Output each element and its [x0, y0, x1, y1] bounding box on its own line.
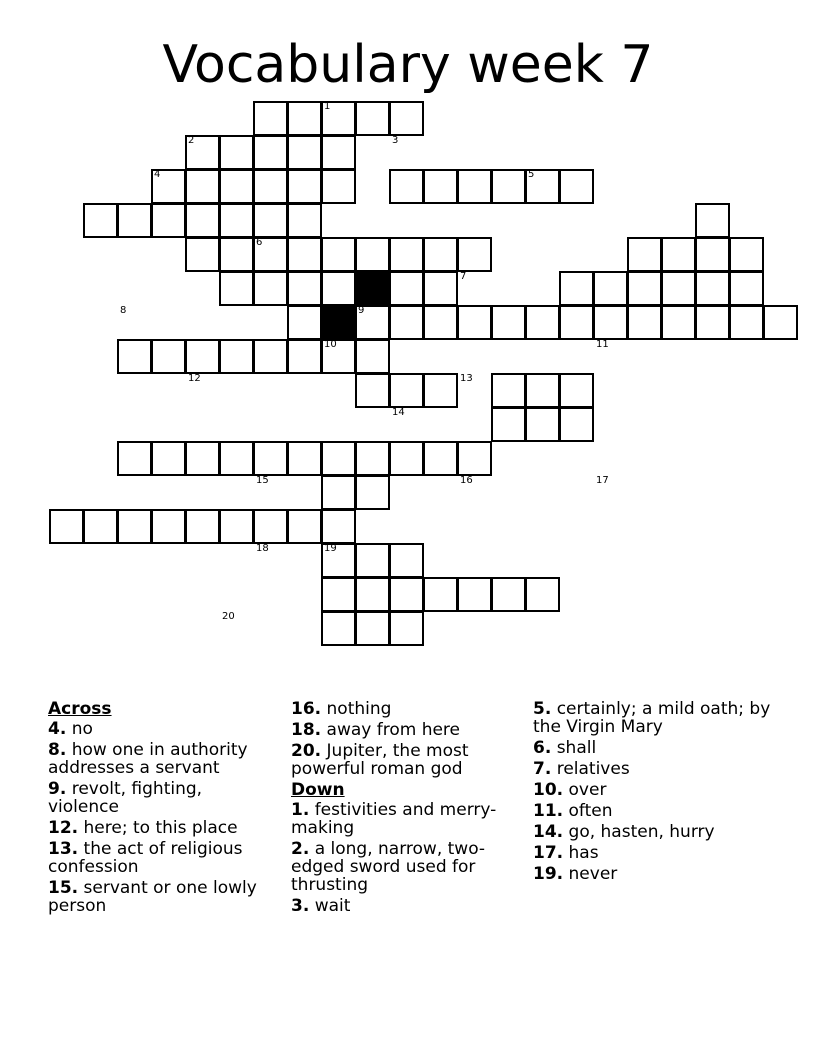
- grid-cell[interactable]: [321, 237, 356, 272]
- down-clue: [291, 801, 516, 837]
- grid-cell[interactable]: [695, 237, 730, 272]
- clue-number: 19.: [533, 864, 564, 884]
- grid-cell[interactable]: [627, 305, 662, 340]
- grid-cell[interactable]: [355, 441, 390, 476]
- across-clue: [48, 840, 273, 876]
- grid-cell[interactable]: [559, 305, 594, 340]
- grid-cell[interactable]: [321, 577, 356, 612]
- grid-cell[interactable]: [593, 271, 628, 306]
- grid-cell[interactable]: [185, 203, 220, 238]
- grid-cell[interactable]: [219, 203, 254, 238]
- clue-number-label: 2: [188, 135, 195, 146]
- grid-cell[interactable]: [253, 441, 288, 476]
- across-clue: [291, 742, 516, 778]
- blocked-cell: [355, 271, 390, 306]
- clue-number: 17.: [533, 843, 564, 863]
- across-clue: [48, 720, 273, 738]
- clue-number: 3.: [291, 896, 310, 916]
- clue-text: no: [66, 719, 93, 739]
- grid-cell[interactable]: [355, 339, 390, 374]
- grid-cell[interactable]: [423, 169, 458, 204]
- across-clue: [291, 721, 516, 739]
- down-clue: [533, 844, 773, 862]
- clue-text: a long, narrow, two-edged sword used for thrusting: [291, 839, 486, 895]
- clue-number-label: 14: [392, 407, 405, 418]
- grid-cell[interactable]: [83, 203, 118, 238]
- clue-text: how one in authority addresses a servant: [48, 740, 248, 778]
- clue-number-label: 8: [120, 305, 127, 316]
- grid-cell[interactable]: [151, 203, 186, 238]
- grid-cell[interactable]: [491, 373, 526, 408]
- grid-cell[interactable]: [287, 441, 322, 476]
- down-clue: [533, 802, 773, 820]
- grid-cell[interactable]: [457, 305, 492, 340]
- clue-column-2: [291, 700, 516, 918]
- grid-cell[interactable]: [219, 271, 254, 306]
- across-clue: [48, 879, 273, 915]
- clue-number: 16.: [291, 699, 322, 719]
- across-clue: [48, 780, 273, 816]
- grid-cell[interactable]: [117, 339, 152, 374]
- grid-cell[interactable]: [389, 543, 424, 578]
- clue-number: 15.: [48, 878, 79, 898]
- clue-number-label: 3: [392, 135, 399, 146]
- grid-cell[interactable]: [593, 305, 628, 340]
- grid-cell[interactable]: [389, 237, 424, 272]
- clue-number-label: 16: [460, 475, 473, 486]
- grid-cell[interactable]: [729, 271, 764, 306]
- clue-text: wait: [309, 896, 351, 916]
- clue-number: 14.: [533, 822, 564, 842]
- grid-cell[interactable]: [491, 577, 526, 612]
- clue-text: often: [563, 801, 613, 821]
- grid-cell[interactable]: [287, 271, 322, 306]
- grid-cell[interactable]: [729, 237, 764, 272]
- clue-text: over: [563, 780, 607, 800]
- grid-cell[interactable]: [661, 305, 696, 340]
- grid-cell[interactable]: [253, 509, 288, 544]
- grid-cell[interactable]: [287, 135, 322, 170]
- clue-number-label: 4: [154, 169, 161, 180]
- grid-cell[interactable]: [491, 169, 526, 204]
- clue-text: servant or one lowly person: [48, 878, 257, 916]
- grid-cell[interactable]: [185, 339, 220, 374]
- grid-cell[interactable]: [49, 509, 84, 544]
- grid-cell[interactable]: [389, 611, 424, 646]
- down-clue: [533, 823, 773, 841]
- clue-number: 4.: [48, 719, 67, 739]
- clue-text: go, hasten, hurry: [563, 822, 715, 842]
- grid-cell[interactable]: [695, 271, 730, 306]
- clue-text: away from here: [321, 720, 461, 740]
- grid-cell[interactable]: [219, 169, 254, 204]
- clue-text: certainly; a mild oath; by the Virgin Mary: [533, 699, 771, 737]
- down-clue: [533, 865, 773, 883]
- grid-cell[interactable]: [525, 373, 560, 408]
- grid-cell[interactable]: [117, 203, 152, 238]
- clue-number-label: 7: [460, 271, 467, 282]
- clue-text: nothing: [321, 699, 392, 719]
- across-clue: [291, 700, 516, 718]
- clue-number-label: 6: [256, 237, 263, 248]
- grid-cell[interactable]: [729, 305, 764, 340]
- across-clue: [48, 819, 273, 837]
- grid-cell[interactable]: [321, 169, 356, 204]
- down-clue: [291, 897, 516, 915]
- grid-cell[interactable]: [287, 203, 322, 238]
- down-heading: Down: [291, 780, 345, 800]
- clue-number: 20.: [291, 741, 322, 761]
- clue-number-label: 15: [256, 475, 269, 486]
- grid-cell[interactable]: [355, 101, 390, 136]
- grid-cell[interactable]: [695, 203, 730, 238]
- clue-number: 18.: [291, 720, 322, 740]
- grid-cell[interactable]: [695, 305, 730, 340]
- grid-cell[interactable]: [117, 509, 152, 544]
- grid-cell[interactable]: [661, 237, 696, 272]
- down-clue: [533, 739, 773, 757]
- clue-number: 5.: [533, 699, 552, 719]
- grid-cell[interactable]: [355, 237, 390, 272]
- clue-number: 6.: [533, 738, 552, 758]
- grid-cell[interactable]: [559, 407, 594, 442]
- grid-cell[interactable]: [219, 441, 254, 476]
- grid-cell[interactable]: [559, 169, 594, 204]
- grid-cell[interactable]: [457, 237, 492, 272]
- clue-number: 13.: [48, 839, 79, 859]
- clue-text: the act of religious confession: [48, 839, 243, 877]
- clue-number: 9.: [48, 779, 67, 799]
- grid-cell[interactable]: [457, 577, 492, 612]
- grid-cell[interactable]: [287, 237, 322, 272]
- clue-number-label: 10: [324, 339, 337, 350]
- clue-number: 8.: [48, 740, 67, 760]
- grid-cell[interactable]: [253, 203, 288, 238]
- grid-cell[interactable]: [253, 101, 288, 136]
- clue-number-label: 13: [460, 373, 473, 384]
- clue-text: revolt, fighting, violence: [48, 779, 203, 817]
- blocked-cell: [321, 305, 356, 340]
- grid-cell[interactable]: [151, 441, 186, 476]
- grid-cell[interactable]: [525, 305, 560, 340]
- clue-number-label: 17: [596, 475, 609, 486]
- grid-cell[interactable]: [491, 305, 526, 340]
- grid-cell[interactable]: [321, 611, 356, 646]
- grid-cell[interactable]: [627, 237, 662, 272]
- down-clue: [533, 700, 773, 736]
- clue-number: 1.: [291, 800, 310, 820]
- grid-cell[interactable]: [355, 373, 390, 408]
- grid-cell[interactable]: [253, 135, 288, 170]
- grid-cell[interactable]: [389, 577, 424, 612]
- grid-cell[interactable]: [185, 441, 220, 476]
- clue-number-label: 1: [324, 101, 331, 112]
- down-clue: [533, 760, 773, 778]
- grid-cell[interactable]: [355, 611, 390, 646]
- grid-cell[interactable]: [321, 135, 356, 170]
- grid-cell[interactable]: [219, 135, 254, 170]
- grid-cell[interactable]: [389, 169, 424, 204]
- grid-cell[interactable]: [389, 441, 424, 476]
- grid-cell[interactable]: [219, 339, 254, 374]
- clue-number: 10.: [533, 780, 564, 800]
- clue-text: festivities and merry-making: [291, 800, 497, 838]
- grid-cell[interactable]: [355, 475, 390, 510]
- grid-cell[interactable]: [151, 509, 186, 544]
- grid-cell[interactable]: [321, 509, 356, 544]
- down-clue: [291, 840, 516, 894]
- grid-cell[interactable]: [83, 509, 118, 544]
- clue-number-label: 11: [596, 339, 609, 350]
- grid-cell[interactable]: [389, 373, 424, 408]
- grid-cell[interactable]: [763, 305, 798, 340]
- across-clue: [48, 741, 273, 777]
- grid-cell[interactable]: [219, 237, 254, 272]
- grid-cell[interactable]: [559, 373, 594, 408]
- grid-cell[interactable]: [491, 407, 526, 442]
- clue-text: here; to this place: [78, 818, 238, 838]
- clue-number: 2.: [291, 839, 310, 859]
- grid-cell[interactable]: [185, 169, 220, 204]
- grid-cell[interactable]: [253, 169, 288, 204]
- clue-number: 7.: [533, 759, 552, 779]
- grid-cell[interactable]: [389, 101, 424, 136]
- grid-cell[interactable]: [185, 509, 220, 544]
- grid-cell[interactable]: [355, 543, 390, 578]
- grid-cell[interactable]: [559, 271, 594, 306]
- grid-cell[interactable]: [423, 271, 458, 306]
- clue-number: 11.: [533, 801, 564, 821]
- clue-number-label: 5: [528, 169, 535, 180]
- clue-text: relatives: [551, 759, 630, 779]
- grid-cell[interactable]: [525, 407, 560, 442]
- clue-text: never: [563, 864, 618, 884]
- clue-number-label: 20: [222, 611, 235, 622]
- grid-cell[interactable]: [423, 305, 458, 340]
- grid-cell[interactable]: [627, 271, 662, 306]
- grid-cell[interactable]: [321, 475, 356, 510]
- grid-cell[interactable]: [525, 577, 560, 612]
- grid-cell[interactable]: [661, 271, 696, 306]
- clue-number-label: 19: [324, 543, 337, 554]
- across-heading: Across: [48, 699, 112, 719]
- clue-text: Jupiter, the most powerful roman god: [291, 741, 469, 779]
- grid-cell[interactable]: [355, 577, 390, 612]
- clue-number-label: 9: [358, 305, 365, 316]
- grid-cell[interactable]: [423, 577, 458, 612]
- grid-cell[interactable]: [287, 305, 322, 340]
- page-title: Vocabulary week 7: [162, 35, 654, 95]
- grid-cell[interactable]: [117, 441, 152, 476]
- grid-cell[interactable]: [457, 169, 492, 204]
- grid-cell[interactable]: [287, 169, 322, 204]
- clue-number-label: 18: [256, 543, 269, 554]
- clue-text: has: [563, 843, 599, 863]
- grid-cell[interactable]: [287, 101, 322, 136]
- clue-column-3: [533, 700, 773, 886]
- grid-cell[interactable]: [253, 339, 288, 374]
- grid-cell[interactable]: [151, 339, 186, 374]
- grid-cell[interactable]: [219, 509, 254, 544]
- grid-cell[interactable]: [253, 271, 288, 306]
- grid-cell[interactable]: [287, 339, 322, 374]
- clue-text: shall: [551, 738, 597, 758]
- grid-cell[interactable]: [389, 305, 424, 340]
- clue-column-1: [48, 700, 273, 918]
- grid-cell[interactable]: [321, 271, 356, 306]
- grid-cell[interactable]: [389, 271, 424, 306]
- grid-cell[interactable]: [185, 237, 220, 272]
- grid-cell[interactable]: [423, 441, 458, 476]
- grid-cell[interactable]: [423, 373, 458, 408]
- grid-cell[interactable]: [321, 441, 356, 476]
- grid-cell[interactable]: [423, 237, 458, 272]
- grid-cell[interactable]: [287, 509, 322, 544]
- clue-number-label: 12: [188, 373, 201, 384]
- down-clue: [533, 781, 773, 799]
- grid-cell[interactable]: [457, 441, 492, 476]
- clue-number: 12.: [48, 818, 79, 838]
